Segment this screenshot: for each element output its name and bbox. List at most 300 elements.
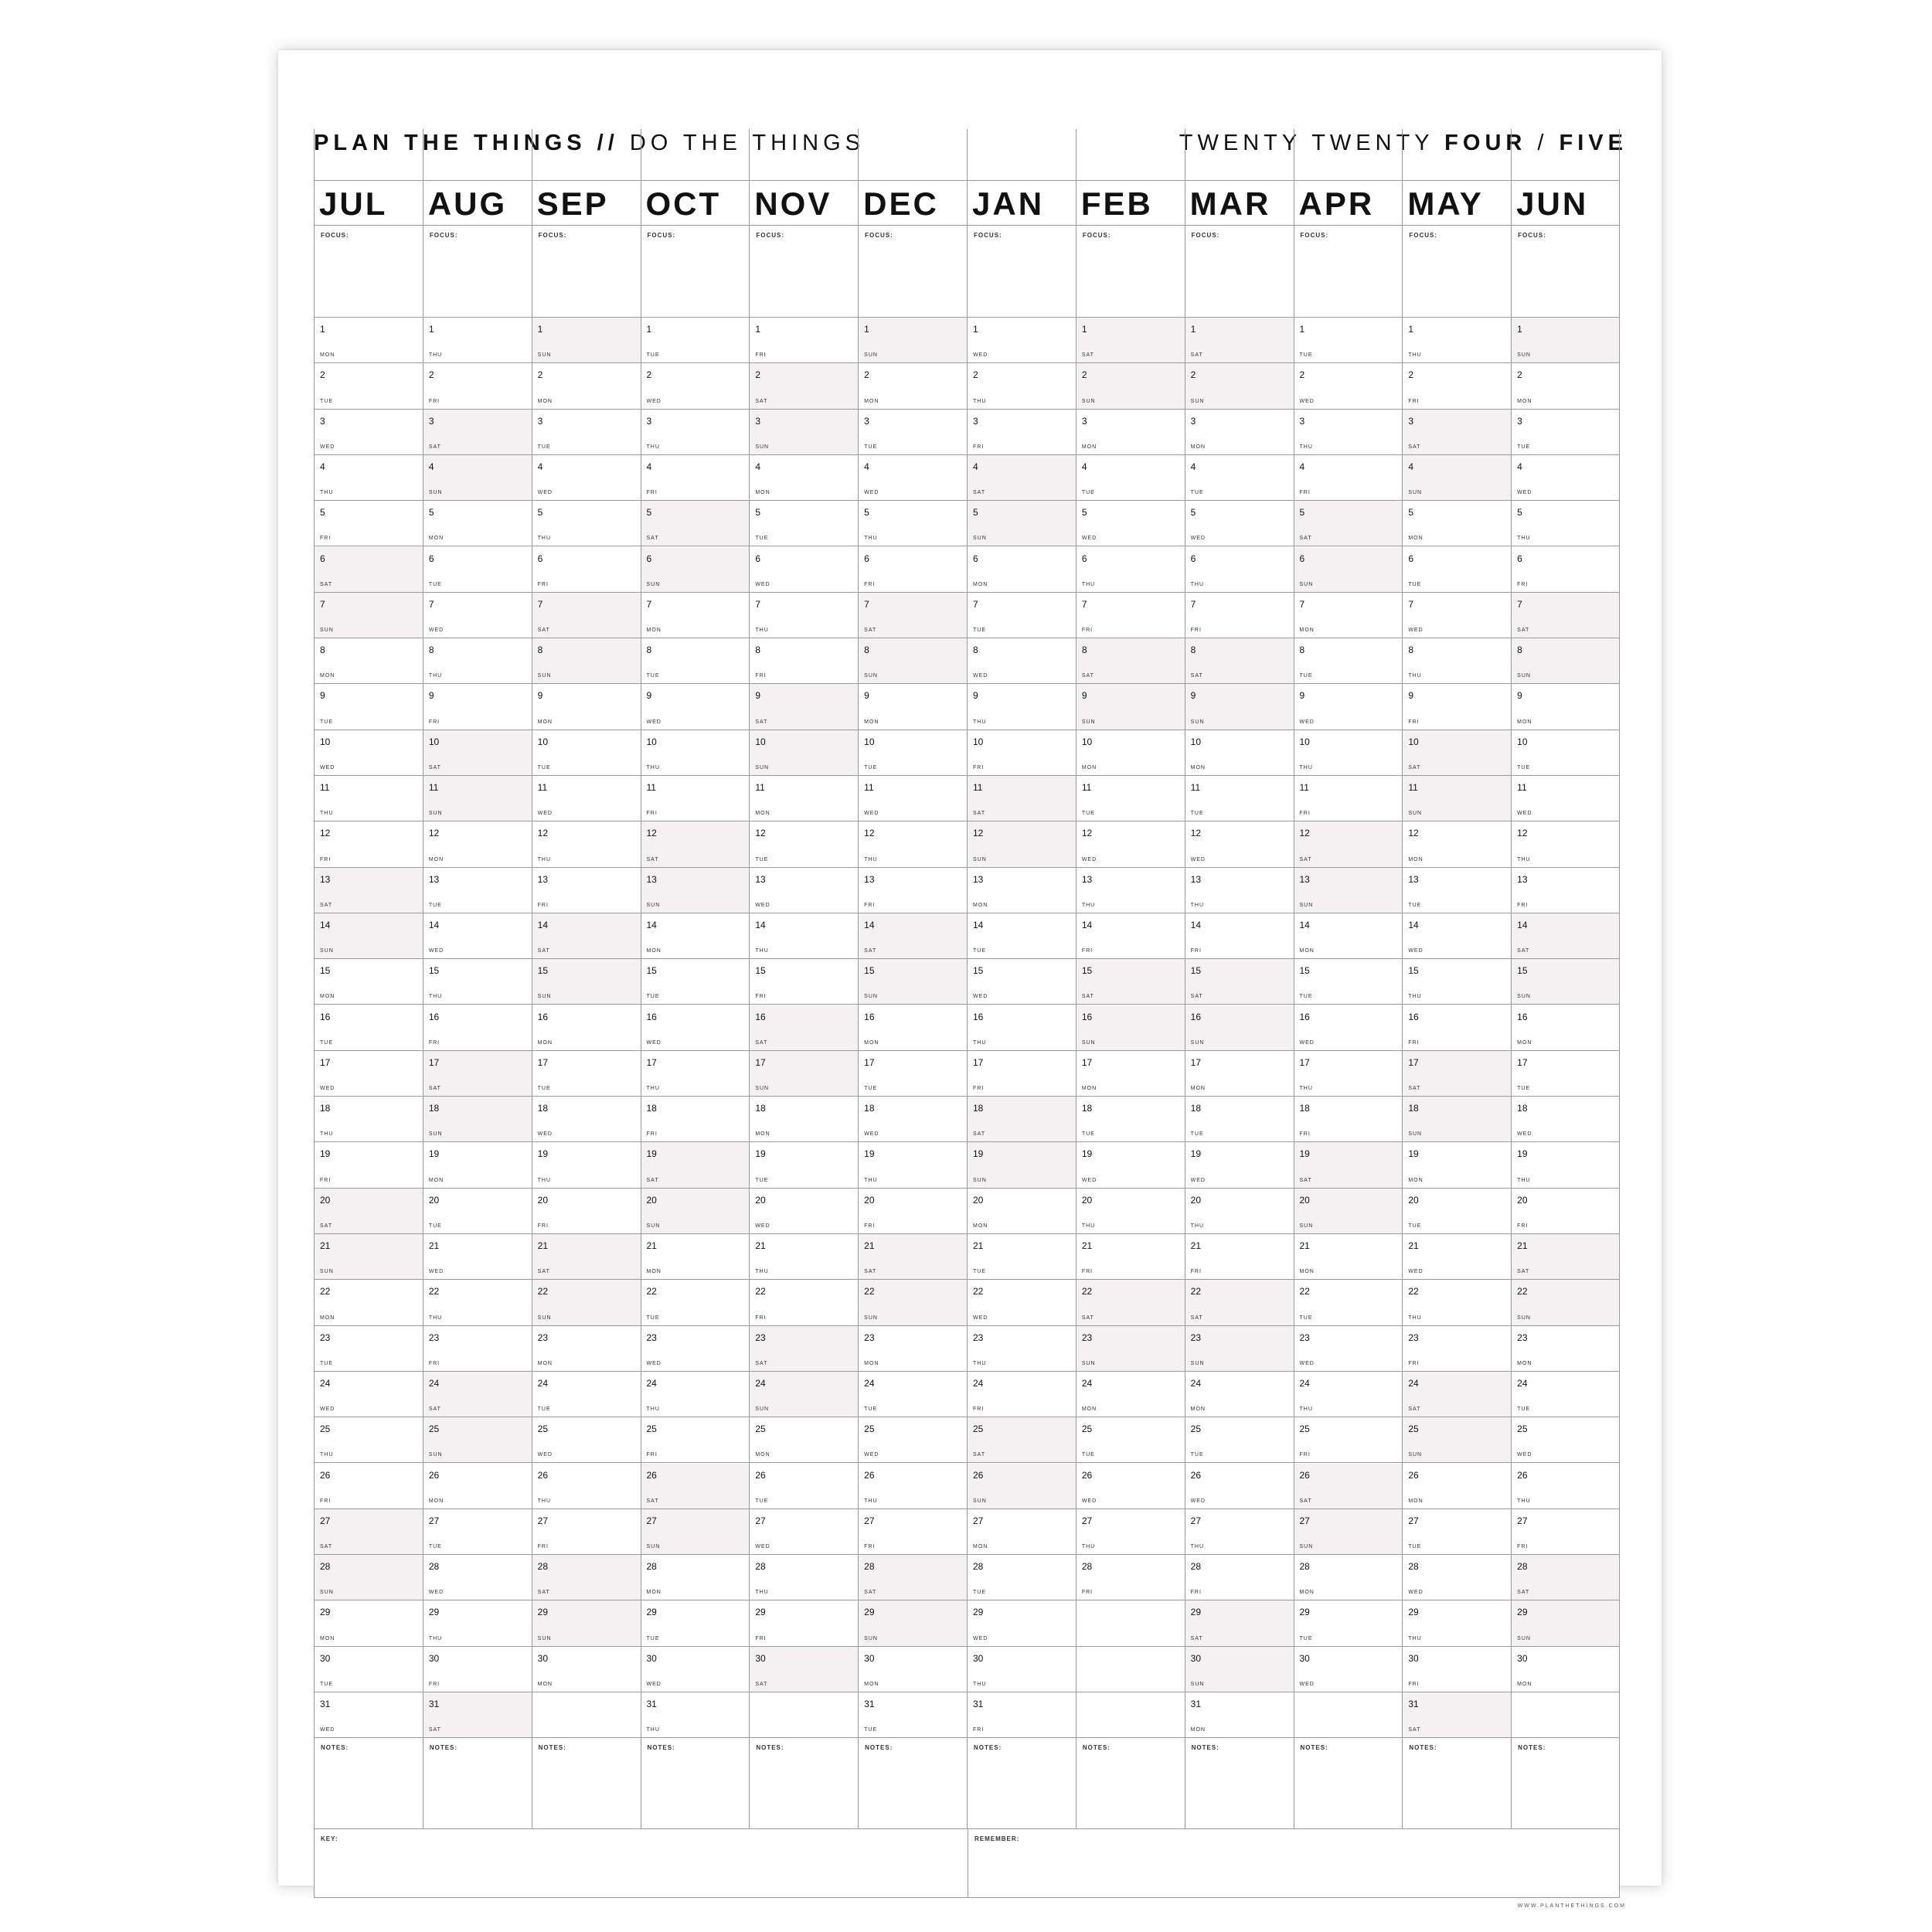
day-cell[interactable] — [859, 501, 967, 546]
day-cell[interactable] — [859, 1097, 967, 1142]
day-cell[interactable] — [968, 730, 1076, 776]
day-cell[interactable] — [423, 1555, 532, 1600]
day-cell[interactable] — [859, 913, 967, 959]
day-cell[interactable] — [1294, 1142, 1403, 1188]
day-cell[interactable] — [1512, 1234, 1619, 1280]
day-cell[interactable] — [532, 1417, 641, 1463]
day-cell[interactable] — [641, 1326, 750, 1372]
day-cell[interactable] — [1294, 638, 1403, 684]
day-cell[interactable] — [1294, 776, 1403, 821]
day-cell[interactable] — [1185, 684, 1294, 730]
day-cell[interactable] — [1512, 1142, 1619, 1188]
day-cell[interactable] — [1185, 1600, 1294, 1646]
day-cell[interactable] — [968, 1005, 1076, 1051]
day-cell[interactable] — [1512, 1005, 1619, 1051]
day-cell[interactable] — [423, 1189, 532, 1234]
day-cell[interactable] — [315, 821, 423, 867]
day-cell[interactable] — [1403, 776, 1511, 821]
day-cell[interactable] — [1185, 1372, 1294, 1417]
day-cell[interactable] — [968, 1692, 1076, 1738]
day-cell[interactable] — [1512, 1464, 1619, 1509]
day-cell[interactable] — [859, 959, 967, 1005]
day-cell[interactable] — [1403, 1051, 1511, 1097]
focus-box[interactable] — [859, 226, 967, 318]
focus-box[interactable] — [641, 226, 750, 318]
day-cell[interactable] — [315, 1692, 423, 1738]
day-cell[interactable] — [423, 1417, 532, 1463]
day-cell[interactable] — [859, 410, 967, 455]
key-box[interactable] — [315, 1829, 968, 1897]
day-cell[interactable] — [750, 1051, 858, 1097]
day-cell[interactable] — [1294, 868, 1403, 913]
day-cell[interactable] — [532, 1280, 641, 1325]
day-cell[interactable] — [1077, 455, 1185, 501]
day-cell[interactable] — [968, 318, 1076, 363]
day-cell[interactable] — [1185, 410, 1294, 455]
day-cell[interactable] — [968, 363, 1076, 409]
day-cell[interactable] — [968, 1509, 1076, 1555]
day-cell[interactable] — [315, 501, 423, 546]
day-cell[interactable] — [750, 501, 858, 546]
day-cell[interactable] — [1403, 913, 1511, 959]
day-cell[interactable] — [1185, 455, 1294, 501]
day-cell[interactable] — [1294, 1509, 1403, 1555]
day-cell[interactable] — [641, 638, 750, 684]
day-cell[interactable] — [859, 1417, 967, 1463]
day-cell[interactable] — [1077, 1417, 1185, 1463]
day-cell[interactable] — [750, 1417, 858, 1463]
day-cell[interactable] — [315, 1600, 423, 1646]
day-cell[interactable] — [315, 1372, 423, 1417]
day-cell[interactable] — [315, 1464, 423, 1509]
day-cell[interactable] — [1294, 1097, 1403, 1142]
day-cell[interactable] — [532, 1372, 641, 1417]
focus-box[interactable] — [532, 226, 641, 318]
day-cell[interactable] — [423, 959, 532, 1005]
day-cell[interactable] — [968, 684, 1076, 730]
day-cell[interactable] — [1185, 1326, 1294, 1372]
day-cell[interactable] — [1403, 363, 1511, 409]
day-cell[interactable] — [1294, 1234, 1403, 1280]
day-cell[interactable] — [423, 1647, 532, 1692]
day-cell[interactable] — [968, 821, 1076, 867]
day-cell[interactable] — [1294, 1189, 1403, 1234]
day-cell[interactable] — [750, 1464, 858, 1509]
day-cell[interactable] — [423, 1509, 532, 1555]
day-cell[interactable] — [750, 1555, 858, 1600]
day-cell[interactable] — [532, 501, 641, 546]
day-cell[interactable] — [1185, 1417, 1294, 1463]
day-cell[interactable] — [532, 868, 641, 913]
day-cell[interactable] — [859, 1509, 967, 1555]
day-cell[interactable] — [1294, 410, 1403, 455]
day-cell[interactable] — [750, 913, 858, 959]
day-cell[interactable] — [1294, 1417, 1403, 1463]
day-cell[interactable] — [641, 1464, 750, 1509]
day-cell[interactable] — [1294, 1005, 1403, 1051]
day-cell[interactable] — [750, 638, 858, 684]
day-cell[interactable] — [750, 1600, 858, 1646]
day-cell[interactable] — [532, 1326, 641, 1372]
day-cell[interactable] — [423, 1051, 532, 1097]
day-cell[interactable] — [315, 410, 423, 455]
day-cell[interactable] — [423, 638, 532, 684]
day-cell[interactable] — [315, 318, 423, 363]
day-cell[interactable] — [1512, 638, 1619, 684]
day-cell[interactable] — [1294, 1051, 1403, 1097]
day-cell[interactable] — [1185, 1692, 1294, 1738]
day-cell[interactable] — [750, 868, 858, 913]
day-cell[interactable] — [1512, 730, 1619, 776]
day-cell[interactable] — [532, 1647, 641, 1692]
day-cell[interactable] — [423, 1372, 532, 1417]
day-cell[interactable] — [641, 1280, 750, 1325]
day-cell[interactable] — [1077, 1509, 1185, 1555]
day-cell[interactable] — [1294, 455, 1403, 501]
day-cell[interactable] — [1294, 363, 1403, 409]
day-cell[interactable] — [1077, 410, 1185, 455]
day-cell[interactable] — [315, 1326, 423, 1372]
day-cell[interactable] — [532, 593, 641, 638]
day-cell[interactable] — [532, 730, 641, 776]
day-cell[interactable] — [532, 363, 641, 409]
day-cell[interactable] — [1185, 1647, 1294, 1692]
day-cell[interactable] — [750, 410, 858, 455]
day-cell[interactable] — [532, 913, 641, 959]
day-cell[interactable] — [859, 1600, 967, 1646]
day-cell[interactable] — [859, 730, 967, 776]
day-cell[interactable] — [1294, 684, 1403, 730]
day-cell[interactable] — [315, 1417, 423, 1463]
day-cell[interactable] — [859, 1280, 967, 1325]
day-cell[interactable] — [1512, 318, 1619, 363]
day-cell[interactable] — [1403, 1600, 1511, 1646]
day-cell[interactable] — [423, 730, 532, 776]
day-cell[interactable] — [1185, 1005, 1294, 1051]
day-cell[interactable] — [1077, 1372, 1185, 1417]
day-cell[interactable] — [532, 1464, 641, 1509]
day-cell[interactable] — [859, 1372, 967, 1417]
day-cell[interactable] — [1403, 1280, 1511, 1325]
day-cell[interactable] — [1512, 684, 1619, 730]
day-cell[interactable] — [423, 1326, 532, 1372]
day-cell[interactable] — [641, 1692, 750, 1738]
day-cell[interactable] — [1185, 1555, 1294, 1600]
day-cell[interactable] — [423, 1464, 532, 1509]
day-cell[interactable] — [1077, 1097, 1185, 1142]
day-cell[interactable] — [1403, 821, 1511, 867]
day-cell[interactable] — [532, 959, 641, 1005]
focus-box[interactable] — [750, 226, 858, 318]
day-cell[interactable] — [1077, 363, 1185, 409]
day-cell[interactable] — [968, 1142, 1076, 1188]
notes-box[interactable] — [1185, 1738, 1294, 1829]
day-cell[interactable] — [1403, 455, 1511, 501]
notes-box[interactable] — [423, 1738, 532, 1829]
day-cell[interactable] — [641, 959, 750, 1005]
day-cell[interactable] — [423, 410, 532, 455]
day-cell[interactable] — [1512, 776, 1619, 821]
day-cell[interactable] — [532, 1555, 641, 1600]
day-cell[interactable] — [641, 318, 750, 363]
day-cell[interactable] — [1185, 1189, 1294, 1234]
day-cell[interactable] — [1512, 1097, 1619, 1142]
day-cell[interactable] — [1512, 959, 1619, 1005]
focus-box[interactable] — [1294, 226, 1403, 318]
day-cell[interactable] — [641, 1234, 750, 1280]
remember-box[interactable] — [968, 1829, 1621, 1897]
day-cell[interactable] — [968, 593, 1076, 638]
day-cell[interactable] — [315, 730, 423, 776]
day-cell[interactable] — [532, 1142, 641, 1188]
day-cell[interactable] — [1077, 1555, 1185, 1600]
day-cell[interactable] — [1185, 1051, 1294, 1097]
day-cell[interactable] — [859, 593, 967, 638]
notes-box[interactable] — [1512, 1738, 1619, 1829]
day-cell[interactable] — [315, 593, 423, 638]
day-cell[interactable] — [1403, 1005, 1511, 1051]
day-cell[interactable] — [1403, 1097, 1511, 1142]
day-cell[interactable] — [1185, 868, 1294, 913]
day-cell[interactable] — [1294, 1464, 1403, 1509]
day-cell[interactable] — [1403, 1509, 1511, 1555]
day-cell[interactable] — [1512, 501, 1619, 546]
day-cell[interactable] — [641, 593, 750, 638]
day-cell[interactable] — [1077, 1280, 1185, 1325]
day-cell[interactable] — [968, 959, 1076, 1005]
day-cell[interactable] — [1403, 318, 1511, 363]
day-cell[interactable] — [1294, 1600, 1403, 1646]
day-cell[interactable] — [315, 1142, 423, 1188]
day-cell[interactable] — [859, 1051, 967, 1097]
day-cell[interactable] — [750, 1005, 858, 1051]
day-cell[interactable] — [1512, 1417, 1619, 1463]
day-cell[interactable] — [1512, 1555, 1619, 1600]
day-cell[interactable] — [968, 638, 1076, 684]
notes-box[interactable] — [1077, 1738, 1185, 1829]
day-cell[interactable] — [750, 1234, 858, 1280]
day-cell[interactable] — [750, 821, 858, 867]
day-cell[interactable] — [859, 1326, 967, 1372]
day-cell[interactable] — [1512, 1600, 1619, 1646]
day-cell[interactable] — [1294, 959, 1403, 1005]
day-cell[interactable] — [750, 1280, 858, 1325]
day-cell[interactable] — [315, 959, 423, 1005]
day-cell[interactable] — [315, 363, 423, 409]
day-cell[interactable] — [423, 913, 532, 959]
day-cell[interactable] — [968, 1464, 1076, 1509]
day-cell[interactable] — [750, 959, 858, 1005]
day-cell[interactable] — [1185, 1509, 1294, 1555]
focus-box[interactable] — [1077, 226, 1185, 318]
day-cell[interactable] — [641, 363, 750, 409]
day-cell[interactable] — [1512, 868, 1619, 913]
day-cell[interactable] — [532, 1051, 641, 1097]
day-cell[interactable] — [1077, 318, 1185, 363]
day-cell[interactable] — [532, 1234, 641, 1280]
day-cell[interactable] — [859, 1555, 967, 1600]
day-cell[interactable] — [1403, 1326, 1511, 1372]
day-cell[interactable] — [532, 1097, 641, 1142]
day-cell[interactable] — [968, 1417, 1076, 1463]
day-cell[interactable] — [1403, 1189, 1511, 1234]
day-cell[interactable] — [968, 1326, 1076, 1372]
day-cell[interactable] — [1294, 501, 1403, 546]
day-cell[interactable] — [315, 1509, 423, 1555]
day-cell[interactable] — [641, 1509, 750, 1555]
day-cell[interactable] — [641, 1051, 750, 1097]
day-cell[interactable] — [1185, 501, 1294, 546]
day-cell[interactable] — [750, 1189, 858, 1234]
day-cell[interactable] — [315, 868, 423, 913]
notes-box[interactable] — [859, 1738, 967, 1829]
day-cell[interactable] — [859, 1189, 967, 1234]
day-cell[interactable] — [1185, 1464, 1294, 1509]
day-cell[interactable] — [1403, 638, 1511, 684]
day-cell[interactable] — [1403, 1234, 1511, 1280]
day-cell[interactable] — [532, 410, 641, 455]
day-cell[interactable] — [423, 593, 532, 638]
focus-box[interactable] — [1185, 226, 1294, 318]
notes-box[interactable] — [1403, 1738, 1511, 1829]
day-cell[interactable] — [1294, 1555, 1403, 1600]
day-cell[interactable] — [1185, 593, 1294, 638]
day-cell[interactable] — [1077, 868, 1185, 913]
day-cell[interactable] — [1403, 547, 1511, 593]
day-cell[interactable] — [968, 1280, 1076, 1325]
day-cell[interactable] — [532, 547, 641, 593]
notes-box[interactable] — [750, 1738, 858, 1829]
day-cell[interactable] — [859, 1692, 967, 1738]
day-cell[interactable] — [641, 455, 750, 501]
day-cell[interactable] — [423, 1280, 532, 1325]
day-cell[interactable] — [423, 821, 532, 867]
day-cell[interactable] — [641, 1097, 750, 1142]
day-cell[interactable] — [315, 547, 423, 593]
day-cell[interactable] — [1185, 1234, 1294, 1280]
day-cell[interactable] — [532, 1600, 641, 1646]
day-cell[interactable] — [968, 1372, 1076, 1417]
day-cell[interactable] — [968, 1097, 1076, 1142]
day-cell[interactable] — [1185, 776, 1294, 821]
day-cell[interactable] — [1512, 1326, 1619, 1372]
notes-box[interactable] — [641, 1738, 750, 1829]
focus-box[interactable] — [1403, 226, 1511, 318]
day-cell[interactable] — [1403, 684, 1511, 730]
day-cell[interactable] — [1403, 1372, 1511, 1417]
day-cell[interactable] — [750, 1097, 858, 1142]
day-cell[interactable] — [1512, 1280, 1619, 1325]
focus-box[interactable] — [423, 226, 532, 318]
day-cell[interactable] — [423, 1142, 532, 1188]
day-cell[interactable] — [1077, 776, 1185, 821]
day-cell[interactable] — [315, 913, 423, 959]
day-cell[interactable] — [1185, 959, 1294, 1005]
day-cell[interactable] — [532, 776, 641, 821]
day-cell[interactable] — [1403, 410, 1511, 455]
day-cell[interactable] — [968, 913, 1076, 959]
day-cell[interactable] — [1512, 410, 1619, 455]
day-cell[interactable] — [1077, 1234, 1185, 1280]
focus-box[interactable] — [1512, 226, 1619, 318]
day-cell[interactable] — [532, 684, 641, 730]
day-cell[interactable] — [1294, 913, 1403, 959]
day-cell[interactable] — [641, 1600, 750, 1646]
day-cell[interactable] — [750, 455, 858, 501]
day-cell[interactable] — [1077, 1051, 1185, 1097]
day-cell[interactable] — [1403, 1142, 1511, 1188]
day-cell[interactable] — [423, 455, 532, 501]
day-cell[interactable] — [1077, 638, 1185, 684]
day-cell[interactable] — [968, 410, 1076, 455]
day-cell[interactable] — [315, 1051, 423, 1097]
day-cell[interactable] — [641, 410, 750, 455]
day-cell[interactable] — [1185, 638, 1294, 684]
day-cell[interactable] — [315, 1280, 423, 1325]
day-cell[interactable] — [423, 363, 532, 409]
day-cell[interactable] — [423, 318, 532, 363]
day-cell[interactable] — [968, 1555, 1076, 1600]
focus-box[interactable] — [968, 226, 1076, 318]
day-cell[interactable] — [859, 1234, 967, 1280]
day-cell[interactable] — [315, 1234, 423, 1280]
day-cell[interactable] — [1185, 1142, 1294, 1188]
day-cell[interactable] — [750, 547, 858, 593]
day-cell[interactable] — [532, 638, 641, 684]
day-cell[interactable] — [1185, 913, 1294, 959]
day-cell[interactable] — [532, 1509, 641, 1555]
day-cell[interactable] — [423, 684, 532, 730]
day-cell[interactable] — [1403, 1555, 1511, 1600]
day-cell[interactable] — [532, 455, 641, 501]
day-cell[interactable] — [1512, 593, 1619, 638]
day-cell[interactable] — [1294, 1280, 1403, 1325]
day-cell[interactable] — [859, 455, 967, 501]
day-cell[interactable] — [1077, 684, 1185, 730]
day-cell[interactable] — [750, 1326, 858, 1372]
day-cell[interactable] — [1294, 593, 1403, 638]
day-cell[interactable] — [315, 638, 423, 684]
day-cell[interactable] — [1077, 913, 1185, 959]
day-cell[interactable] — [750, 363, 858, 409]
day-cell[interactable] — [641, 868, 750, 913]
day-cell[interactable] — [315, 684, 423, 730]
day-cell[interactable] — [1512, 1189, 1619, 1234]
day-cell[interactable] — [859, 1464, 967, 1509]
day-cell[interactable] — [1512, 821, 1619, 867]
day-cell[interactable] — [750, 1509, 858, 1555]
day-cell[interactable] — [1403, 1692, 1511, 1738]
day-cell[interactable] — [532, 1005, 641, 1051]
day-cell[interactable] — [750, 730, 858, 776]
day-cell[interactable] — [532, 821, 641, 867]
day-cell[interactable] — [968, 547, 1076, 593]
day-cell[interactable] — [1077, 1189, 1185, 1234]
day-cell[interactable] — [641, 730, 750, 776]
day-cell[interactable] — [1185, 1280, 1294, 1325]
day-cell[interactable] — [1512, 455, 1619, 501]
day-cell[interactable] — [1077, 1326, 1185, 1372]
day-cell[interactable] — [641, 1417, 750, 1463]
day-cell[interactable] — [1077, 1142, 1185, 1188]
day-cell[interactable] — [968, 1051, 1076, 1097]
day-cell[interactable] — [750, 1372, 858, 1417]
day-cell[interactable] — [641, 1142, 750, 1188]
day-cell[interactable] — [641, 684, 750, 730]
day-cell[interactable] — [423, 1692, 532, 1738]
day-cell[interactable] — [1403, 1417, 1511, 1463]
day-cell[interactable] — [315, 455, 423, 501]
